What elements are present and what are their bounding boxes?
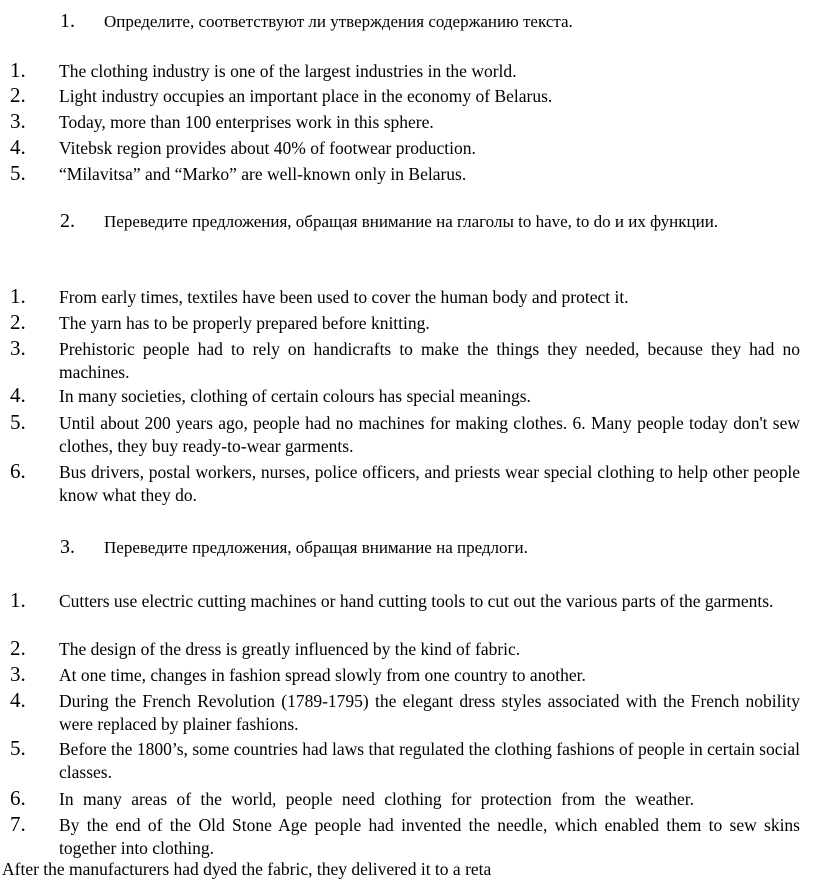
list-item (10, 338, 800, 384)
list-item (10, 312, 800, 335)
list-item (10, 111, 800, 134)
list-item (10, 385, 800, 408)
item-text: Bus drivers, postal workers, nurses, police officers, and priests wear special clothing to help other people know what they do. (59, 462, 800, 505)
item-number: 3. (10, 336, 26, 360)
item-text: At one time, changes in fashion spread slowly from one country to another. (59, 665, 586, 685)
section-2-title: Переведите предложения, обращая внимание на глаголы to have, to do и их функции. (104, 212, 719, 231)
list-item (10, 788, 800, 811)
item-text: In many societies, clothing of certain colours has special meanings. (59, 386, 531, 406)
list-item (10, 412, 800, 458)
list-item (10, 286, 800, 309)
item-text: From early times, textiles have been used to cover the human body and protect it. (59, 287, 629, 307)
item-number: 2. (10, 310, 26, 334)
item-number: 1. (10, 284, 26, 308)
list-item (10, 664, 800, 687)
item-text: By the end of the Old Stone Age people had invented the needle, which enabled them to sew skins together into clothing. (59, 815, 800, 858)
section-3-number: 3. (60, 536, 75, 558)
list-item (10, 738, 800, 784)
list-item (10, 137, 800, 160)
item-number: 3. (10, 109, 26, 133)
item-text: The design of the dress is greatly influenced by the kind of fabric. (59, 639, 521, 659)
item-number: 5. (10, 736, 26, 760)
item-number: 4. (10, 383, 26, 407)
list-item (10, 461, 800, 507)
section-1-title: Определите, соответствуют ли утверждения содержанию текста. (104, 12, 573, 31)
item-text: In many areas of the world, people need clothing for protection from the weather. (59, 789, 695, 809)
item-number: 7. (10, 812, 26, 836)
item-number: 5. (10, 410, 26, 434)
item-text: Vitebsk region provides about 40% of footwear production. (59, 138, 476, 158)
list-item (10, 60, 800, 83)
item-text: The clothing industry is one of the largest industries in the world. (59, 61, 517, 81)
list-item (10, 814, 800, 860)
item-text: Until about 200 years ago, people had no machines for making clothes. 6. Many people today don't sew clothes, they buy ready-to-wear garments. (59, 413, 800, 456)
section-3-title: Переведите предложения, обращая внимание на предлоги. (104, 538, 528, 557)
list-item (10, 590, 800, 613)
item-number: 6. (10, 786, 26, 810)
section-1-number: 1. (60, 10, 75, 32)
item-text: The yarn has to be properly prepared before knitting. (59, 313, 430, 333)
section-2-number: 2. (60, 210, 75, 232)
list-item (10, 690, 800, 736)
item-text: “Milavitsa” and “Marko” are well-known only in Belarus. (59, 164, 467, 184)
item-number: 1. (10, 588, 26, 612)
list-item (10, 85, 800, 108)
list-item (10, 638, 800, 661)
item-number: 1. (10, 58, 26, 82)
section-3-heading (60, 536, 528, 559)
section-1-heading (60, 10, 573, 33)
list-item (10, 163, 800, 186)
section-2-heading (10, 210, 800, 233)
item-number: 2. (10, 636, 26, 660)
item-text: During the French Revolution (1789-1795) the elegant dress styles associated with the French nobility were replaced by plainer fashions. (59, 691, 800, 734)
item-number: 4. (10, 688, 26, 712)
item-number: 5. (10, 161, 26, 185)
item-number: 6. (10, 459, 26, 483)
item-text: Today, more than 100 enterprises work in this sphere. (59, 112, 434, 132)
item-text: Cutters use electric cutting machines or hand cutting tools to cut out the various parts of the garments. (59, 591, 774, 611)
item-number: 2. (10, 83, 26, 107)
item-text: Before the 1800’s, some countries had laws that regulated the clothing fashions of people in certain social classes. (59, 739, 800, 782)
item-text: Prehistoric people had to rely on handicrafts to make the things they needed, because they had no machines. (59, 339, 800, 382)
item-number: 3. (10, 662, 26, 686)
trailing-sentence: After the manufacturers had dyed the fabric, they delivered it to a reta (2, 859, 492, 879)
item-number: 4. (10, 135, 26, 159)
item-text: Light industry occupies an important place in the economy of Belarus. (59, 86, 553, 106)
